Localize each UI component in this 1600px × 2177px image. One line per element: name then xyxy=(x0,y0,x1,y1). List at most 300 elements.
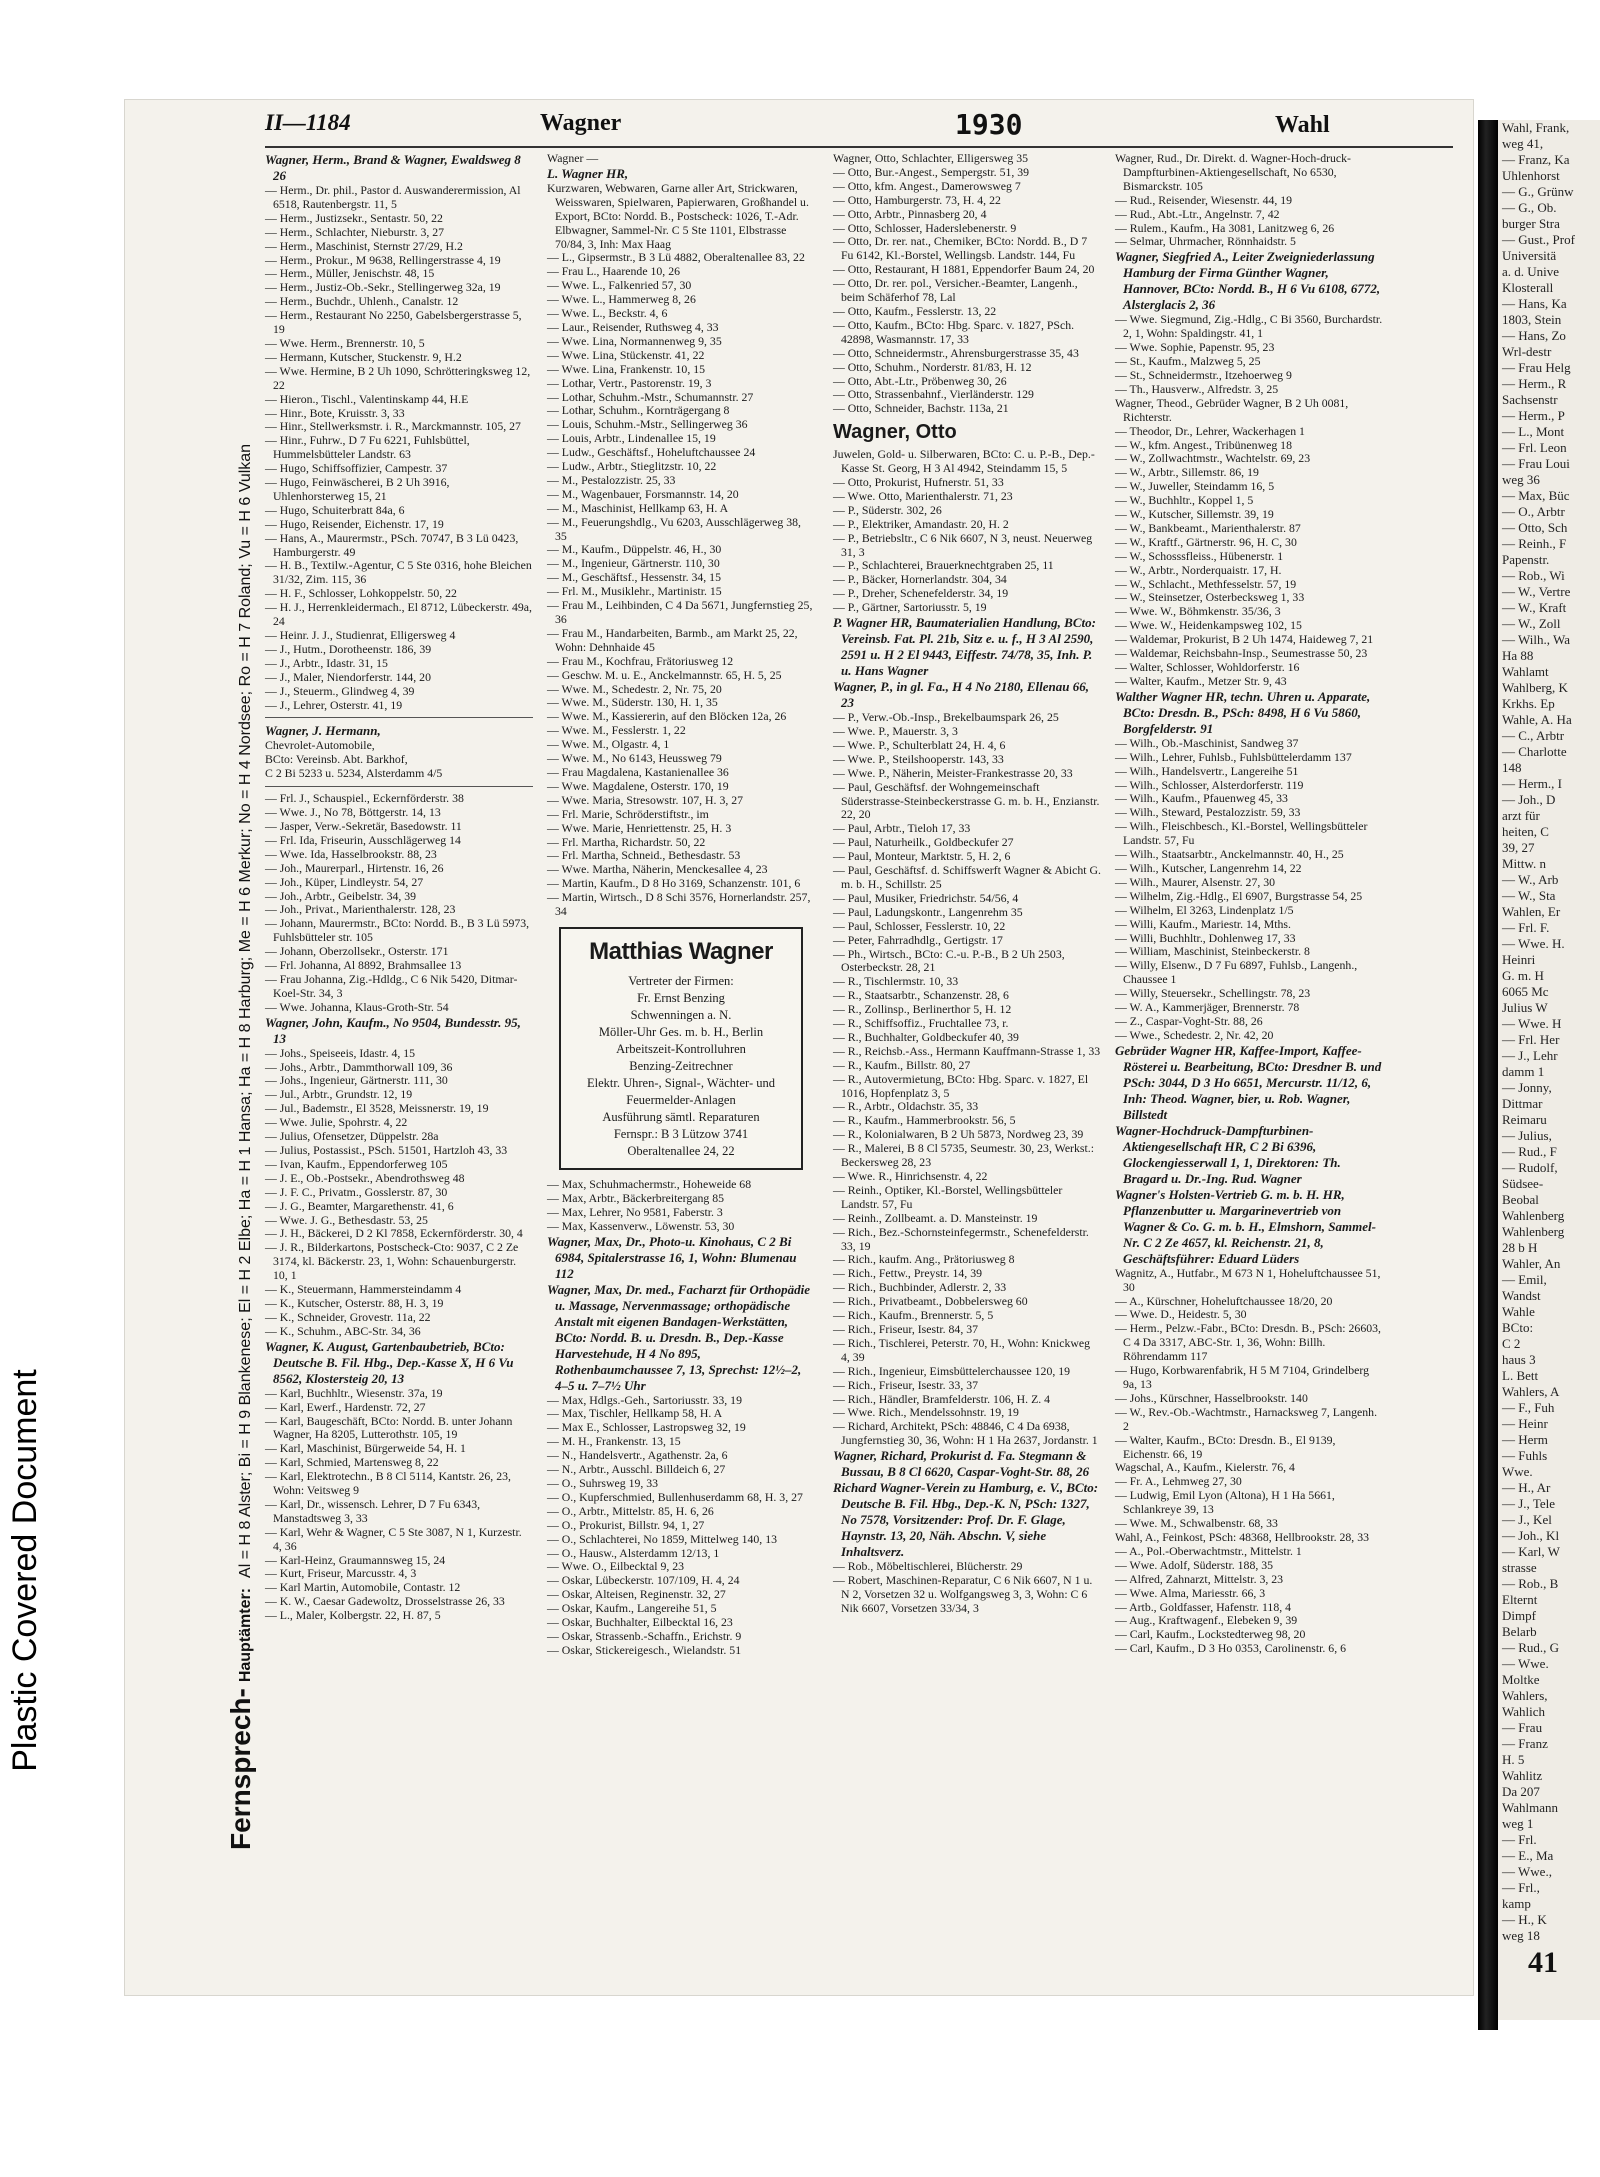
directory-entry: — Wwe. Maria, Stresowstr. 107, H. 3, 27 xyxy=(547,792,744,807)
directory-entry: — Paul, Geschäftsf. d. Schiffswerft Wagner & Abicht G. m. b. H., Schillstr. 25 xyxy=(833,863,1101,891)
directory-entry: — R., Tischlermstr. 10, 33 xyxy=(833,974,959,989)
adjacent-page-line: Wahlich xyxy=(1502,1704,1545,1719)
directory-entry: — Wilhelm, El 3263, Lindenplatz 1/5 xyxy=(1115,902,1294,917)
directory-entry: — Wwe. M., Fesslerstr. 1, 22 xyxy=(547,723,686,738)
directory-entry: — Max, Arbtr., Bäckerbreitergang 85 xyxy=(547,1190,725,1205)
advert-line: Oberaltenallee 24, 22 xyxy=(627,1143,735,1158)
advert-line: Möller-Uhr Ges. m. b. H., Berlin xyxy=(598,1024,764,1039)
directory-entry: — O., Suhrsweg 19, 33 xyxy=(547,1476,659,1490)
directory-entry: Walther Wagner HR, techn. Uhren u. Apparate, BCto: Dresdn. B., PSch: 8498, H 6 Vu 5860, Borgfelderstr. 91 xyxy=(1115,688,1371,736)
directory-entry: — Lothar, Schuhm., Kornträgergang 8 xyxy=(547,403,730,418)
adjacent-page-line: H. 5 xyxy=(1502,1752,1525,1767)
directory-page xyxy=(125,100,1473,1995)
directory-entry: — Paul, Schlosser, Fesslerstr. 10, 22 xyxy=(833,918,1006,933)
column-3 xyxy=(833,152,1101,1616)
directory-entry: — Oskar, Buchhalter, Eilbecktal 16, 23 xyxy=(547,1615,733,1630)
directory-entry: — Rich., kaufm. Ang., Prätoriusweg 8 xyxy=(833,1252,1015,1267)
directory-entry: — Wilh., Steward, Pestalozzistr. 59, 33 xyxy=(1115,805,1301,820)
directory-entry: — W., Schlacht., Methfesselstr. 57, 19 xyxy=(1115,576,1297,591)
adjacent-page-line: — Herm xyxy=(1502,1432,1548,1447)
adjacent-page-line: — W., Vertre xyxy=(1502,584,1571,599)
adjacent-page-line: Julius W xyxy=(1502,1000,1548,1015)
adjacent-page-line: Südsee- xyxy=(1502,1176,1544,1191)
adjacent-page-line: — Hans, Ka xyxy=(1502,296,1567,311)
directory-entry: Wagner, Siegfried A., Leiter Zweigniederlassung Hamburg der Firma Günther Wagner, Hannover, BCto: Nordd. B., H 6 Vu 6108, 6772, Alsterglacis 2, 36 xyxy=(1115,249,1381,313)
directory-entry: — Otto, Prokurist, Hufnerstr. 51, 33 xyxy=(833,475,1004,490)
directory-entry: Kurzwaren, Webwaren, Garne aller Art, Strickwaren, Weisswaren, Spielwaren, Papierwaren, Großhandel u. Export, BCto: Nordd. B., Postscheck: 1026, T.-Adr. Elbwagner, Sammel-Nr. C 5 Ste 1101, Elbstrasse 70/84, 3, Inh: Max Haag xyxy=(547,180,809,251)
directory-entry: — Wwe. D., Heidestr. 5, 30 xyxy=(1115,1307,1247,1322)
adjacent-page-line: Sachsenstr xyxy=(1502,392,1558,407)
directory-entry: — M., Ingenieur, Gärtnerstr. 110, 30 xyxy=(547,556,720,571)
directory-entry: — Otto, Hamburgerstr. 73, H. 4, 22 xyxy=(833,192,1001,207)
directory-entry: — Wwe. O., Eilbecktal 9, 23 xyxy=(547,1559,685,1574)
directory-entry: — Fr. A., Lehmweg 27, 30 xyxy=(1115,1474,1242,1489)
adjacent-page-line: Krkhs. Ep xyxy=(1502,696,1555,711)
adjacent-page-line: Beobal xyxy=(1502,1192,1539,1207)
directory-entry: — Frl. Marie, Schröderstiftstr., im xyxy=(547,806,709,821)
directory-entry: — W., Arbtr., Norderquaistr. 17, H. xyxy=(1115,562,1282,577)
adjacent-page-line: — Karl, W xyxy=(1502,1544,1560,1559)
directory-entry: — Wwe. Rich., Mendelssohnstr. 19, 19 xyxy=(833,1405,1019,1420)
directory-entry: — J. R., Bilderkartons, Postscheck-Cto: 9037, C 2 Ze 3174, kl. Bäckerstr. 23, 1, Wohn: Schauenburgerstr. 10, 1 xyxy=(265,1240,519,1283)
directory-entry: — P., Gärtner, Sartoriusstr. 5, 19 xyxy=(833,600,987,615)
directory-entry: — Jul., Arbtr., Grundstr. 12, 19 xyxy=(265,1087,413,1102)
directory-entry: — Herm., Schlachter, Nieburstr. 3, 27 xyxy=(265,224,445,239)
adjacent-page-line: Wahle xyxy=(1502,1304,1535,1319)
directory-entry: — Herm., Justiz-Ob.-Sekr., Stellingerweg 32a, 19 xyxy=(265,280,501,295)
adjacent-page-line: — J., Lehr xyxy=(1502,1048,1558,1063)
directory-entry: — Oskar, Strassenb.-Schaffn., Erichstr. 9 xyxy=(547,1628,742,1643)
directory-entry: — Hugo, Korbwarenfabrik, H 5 M 7104, Grindelberg 9a, 13 xyxy=(1115,1363,1370,1391)
directory-entry: — J., Arbtr., Idastr. 31, 15 xyxy=(265,655,388,670)
adjacent-page-line: — W., Zoll xyxy=(1502,616,1561,631)
adjacent-page-line: — Otto, Sch xyxy=(1502,520,1568,535)
directory-entry: — Otto, Schneidermstr., Ahrensburgerstrasse 35, 43 xyxy=(833,345,1079,360)
telephone-exchange-band xyxy=(185,400,265,1850)
adjacent-page-line: — Frl. Leon xyxy=(1502,440,1567,455)
directory-entry: — Frl. Martha, Richardstr. 50, 22 xyxy=(547,834,706,849)
adjacent-page-line: — Frau Helg xyxy=(1502,360,1571,375)
directory-entry: — Wwe. Johanna, Klaus-Groth-Str. 54 xyxy=(265,999,449,1014)
directory-entry: — Oskar, Stickereigesch., Wielandstr. 51 xyxy=(547,1642,742,1657)
directory-entry: — Wwe. L., Beckstr. 4, 6 xyxy=(547,306,668,321)
directory-entry: Chevrolet-Automobile, xyxy=(265,738,375,753)
directory-entry: — Rich., Tischlerei, Peterstr. 70, H., Wohn: Knickweg 4, 39 xyxy=(833,1335,1091,1364)
adjacent-page-line: 148 xyxy=(1502,760,1522,775)
adjacent-page-line: — Rob., Wi xyxy=(1502,568,1565,583)
adjacent-page-line: Universitä xyxy=(1502,248,1557,263)
directory-entry: — R., Autovermietung, BCto: Hbg. Sparc. v. 1827, El 1016, Hopfenplatz 3, 5 xyxy=(833,1071,1089,1100)
directory-entry: — Hans, A., Maurermstr., PSch. 70747, B 3 Lü 0423, Hamburgerstr. 49 xyxy=(265,530,519,559)
adjacent-page-line: Wahlen, Er xyxy=(1502,904,1561,919)
directory-entry: Wagner-Hochdruck-Dampfturbinen-Aktiengesellschaft HR, C 2 Bi 6396, Glockengiesserwall 1, 1, Direktoren: Th. Bragard u. Dr.-Ing. Rud. Wagner xyxy=(1115,1122,1341,1186)
adjacent-page-line: — Franz, Ka xyxy=(1502,152,1570,167)
adjacent-page-line: — Hans, Zo xyxy=(1502,328,1566,343)
column-2 xyxy=(547,152,815,1658)
directory-entry: — Paul, Monteur, Marktstr. 5, H. 2, 6 xyxy=(833,849,1011,864)
adjacent-page-line: — G., Grünw xyxy=(1502,184,1574,199)
adjacent-page-line: haus 3 xyxy=(1502,1352,1536,1367)
directory-entry: — Richard, Architekt, PSch: 48846, C 4 Da 6938, Jungfernstieg 30, 36, Wohn: H 1 Ha 2637, Jordanstr. 1 xyxy=(833,1419,1098,1448)
directory-entry: — Hugo, Schuiterbratt 84a, 6 xyxy=(265,502,405,517)
directory-entry: — Rich., Händler, Bramfelderstr. 106, H. Z. 4 xyxy=(833,1391,1051,1406)
adjacent-page-line: — Wwe. H xyxy=(1502,1016,1562,1031)
directory-entry: — Karl, Schmied, Martensweg 8, 22 xyxy=(265,1455,439,1470)
directory-entry: — J., Hutm., Dorotheenstr. 186, 39 xyxy=(265,641,432,656)
directory-entry: Wagner, Theod., Gebrüder Wagner, B 2 Uh 0081, Richterstr. xyxy=(1115,395,1349,424)
directory-entry: — Wwe. W., Böhmkenstr. 35/36, 3 xyxy=(1115,604,1281,619)
adjacent-page-line: 28 b H xyxy=(1502,1240,1538,1255)
fernsprech-title: Fernsprech- xyxy=(225,1688,256,1850)
directory-entry: — Karl, Baugeschäft, BCto: Nordd. B. unter Johann Wagner, Ha 8205, Lutterothstr. 105, 19 xyxy=(265,1413,513,1442)
directory-entry: — Joh., Küper, Lindleystr. 54, 27 xyxy=(265,874,424,889)
adjacent-page-lines xyxy=(1498,120,1600,1944)
directory-entry: — Hinr., Bote, Kruisstr. 3, 33 xyxy=(265,405,405,420)
directory-entry: — O., Prokurist, Billstr. 94, 1, 27 xyxy=(547,1517,705,1532)
directory-entry: — Rich., Buchbinder, Adlerstr. 2, 33 xyxy=(833,1280,1007,1295)
directory-entry: — Frl. M., Musiklehr., Martinistr. 15 xyxy=(547,584,722,599)
directory-entry: — Rud., Abt.-Ltr., Angelnstr. 7, 42 xyxy=(1115,206,1280,221)
directory-entry: — R., Malerei, B 8 Cl 5735, Seumestr. 30, 23, Werkst.: Beckersweg 28, 23 xyxy=(833,1141,1094,1170)
directory-entry: — Wwe. Alma, Mariesstr. 66, 3 xyxy=(1115,1585,1266,1600)
adjacent-page-line: — C., Arbtr xyxy=(1502,728,1565,743)
adjacent-page-line: damm 1 xyxy=(1502,1064,1545,1079)
running-head xyxy=(265,106,1453,148)
directory-entry: — Wwe. P., Schulterblatt 24, H. 4, 6 xyxy=(833,737,1006,752)
adjacent-page-line: — Wwe. xyxy=(1502,1656,1549,1671)
directory-entry: — Selmar, Uhrmacher, Rönnhaidstr. 5 xyxy=(1115,234,1296,249)
directory-entry: — M., Maschinist, Hellkamp 63, H. A xyxy=(547,500,729,515)
directory-entry: — Otto, Restaurant, H 1881, Eppendorfer Baum 24, 20 xyxy=(833,262,1095,277)
directory-entry: — W., Zollwachtmstr., Wachtelstr. 69, 23 xyxy=(1115,451,1311,466)
directory-entry: — J., Steuerm., Glindweg 4, 39 xyxy=(265,683,415,698)
adjacent-page-line: Uhlenhorst xyxy=(1502,168,1560,183)
adjacent-page-line: — W., Kraft xyxy=(1502,600,1567,615)
adjacent-page-line: — G., Ob. xyxy=(1502,200,1557,215)
directory-entry: — Martin, Kaufm., D 8 Ho 3169, Schanzenstr. 101, 6 xyxy=(547,876,801,891)
directory-entry: — Frl. Johanna, Al 8892, Brahmsallee 13 xyxy=(265,958,462,973)
adjacent-page-line: kamp xyxy=(1502,1896,1531,1911)
directory-entry: — Rich., Kaufm., Brennerstr. 5, 5 xyxy=(833,1308,994,1323)
directory-entry: — Wwe. M., Kassiererin, auf den Blöcken 12a, 26 xyxy=(547,709,787,724)
adjacent-page-line: 6065 Mc xyxy=(1502,984,1549,999)
adjacent-page-line: — Frau xyxy=(1502,1720,1543,1735)
directory-entry: — Wilh., Staatsarbtr., Anckelmannstr. 40, H., 25 xyxy=(1115,847,1344,862)
directory-entry: — Karl, Wehr & Wagner, C 5 Ste 3087, N 1, Kurzestr. 4, 36 xyxy=(265,1524,522,1553)
directory-entry: — O., Kupferschmied, Bullenhuserdamm 68, H. 3, 27 xyxy=(547,1489,803,1504)
directory-entry: — Wwe. R., Hinrichsenstr. 4, 22 xyxy=(833,1169,988,1183)
directory-entry: — Rich., Friseur, Isestr. 33, 37 xyxy=(833,1377,979,1392)
directory-entry: — Frl. Martha, Schneid., Bethesdastr. 53 xyxy=(547,848,741,863)
directory-entry: — Carl, Kaufm., D 3 Ho 0353, Carolinenstr. 6, 6 xyxy=(1115,1641,1346,1656)
advert-line: Ausführung sämtl. Reparaturen xyxy=(602,1109,760,1124)
directory-entry: Wagner, P., in gl. Fa., H 4 No 2180, Ellenau 66, 23 xyxy=(833,679,1089,711)
adjacent-page-line: — Frau Loui xyxy=(1502,456,1570,471)
directory-entry: — Frau Magdalena, Kastanienallee 36 xyxy=(547,764,729,779)
adjacent-page-line: — H., K xyxy=(1502,1912,1547,1927)
directory-entry: — Wwe. Martha, Näherin, Menckesallee 4, 23 xyxy=(547,862,768,877)
directory-entry: — Herm., Restaurant No 2250, Gabelsbergerstrasse 5, 19 xyxy=(265,308,522,337)
column-rule xyxy=(265,717,533,718)
adjacent-page-line: Dittmar xyxy=(1502,1096,1543,1111)
directory-entry: — Wwe. Marie, Henriettenstr. 25, H. 3 xyxy=(547,820,732,835)
directory-entry: — P., Bäcker, Hornerlandstr. 304, 34 xyxy=(833,572,1007,587)
directory-entry: Wagner, Herm., Brand & Wagner, Ewaldsweg 8 26 xyxy=(265,152,521,183)
directory-entry: Juwelen, Gold- u. Silberwaren, BCto: C. u. P.-B., Dep.-Kasse St. Georg, H 3 Al 4942, Steindamm 15, 5 xyxy=(833,447,1095,476)
adjacent-page-line: Wahle, A. Ha xyxy=(1502,712,1572,727)
adjacent-page-line: heiten, C xyxy=(1502,824,1549,839)
directory-entry: — Hinr., Stellwerksmstr. i. R., Marckmannstr. 105, 27 xyxy=(265,419,521,434)
directory-entry: — W., Steinsetzer, Osterbecksweg 1, 33 xyxy=(1115,590,1305,605)
directory-entry: — Robert, Maschinen-Reparatur, C 6 Nik 6607, N 1 u. N 2, Vorsetzen 32 u. Wolfgangsweg 3, 3, Wohn: C 6 Nik 6607, Vorsetzen 33/34, 3 xyxy=(833,1573,1093,1615)
adjacent-page-line: — Jonny, xyxy=(1502,1080,1552,1095)
adjacent-page-line: 39, 27 xyxy=(1502,840,1535,855)
directory-entry: — Johs., Kürschner, Hasselbrookstr. 140 xyxy=(1115,1390,1308,1405)
directory-entry: — Hugo, Feinwäscherei, B 2 Uh 3916, Uhlenhorsterweg 15, 21 xyxy=(265,475,450,503)
directory-entry: — Willi, Buchhltr., Dohlenweg 17, 33 xyxy=(1115,930,1296,945)
directory-entry: Wagner, J. Hermann, xyxy=(265,723,381,739)
directory-entry: — Wilhelm, Zig.-Hdlg., El 6907, Burgstrasse 54, 25 xyxy=(1115,888,1363,903)
directory-entry: — Wilh., Handelsvertr., Langereihe 51 xyxy=(1115,763,1299,778)
directory-entry: — Oskar, Kaufm., Langereihe 51, 5 xyxy=(547,1601,717,1616)
directory-entry: — Oskar, Lübeckerstr. 107/109, H. 4, 24 xyxy=(547,1573,740,1588)
directory-entry: — Karl, Buchhltr., Wiesenstr. 37a, 19 xyxy=(265,1385,443,1400)
directory-entry: — M. H., Frankenstr. 13, 15 xyxy=(547,1434,681,1449)
directory-entry: — Frau M., Leihbinden, C 4 Da 5671, Jungfernstieg 25, 36 xyxy=(547,598,813,626)
directory-entry: — H. J., Herrenkleidermach., El 8712, Lübeckerstr. 49a, 24 xyxy=(265,600,532,629)
directory-entry: — W., Schosssfleiss., Hübenerstr. 1 xyxy=(1115,548,1284,563)
directory-entry: — Wilh., Maurer, Alsenstr. 27, 30 xyxy=(1115,874,1276,889)
adjacent-page-line: Wahlers, A xyxy=(1502,1384,1560,1399)
directory-entry: — M., Kaufm., Düppelstr. 46, H., 30 xyxy=(547,542,722,557)
directory-entry: — Rich., Privatbeamt., Dobbelersweg 60 xyxy=(833,1294,1028,1309)
directory-entry: — Kurt, Friseur, Marcusstr. 4, 3 xyxy=(265,1566,417,1581)
directory-entry: — J. H., Bäckerei, D 2 Kl 7858, Eckernförderstr. 30, 4 xyxy=(265,1226,523,1241)
directory-entry: — Wwe. Magdalene, Osterstr. 170, 19 xyxy=(547,778,729,793)
adjacent-page-line: — Gust., Prof xyxy=(1502,232,1575,247)
directory-entry: Wagner's Holsten-Vertrieb G. m. b. H. HR, Pflanzenbutter u. Margarinevertrieb von Wagner & Co. G. m. b. H., Elmshorn, Sammel-Nr. C 2 Ze 4657, kl. Reichenstr. 21, 8, Geschäftsführer: Eduard Lüders xyxy=(1115,1186,1376,1266)
adjacent-page-line: — Reinh., F xyxy=(1502,536,1567,551)
directory-entry: — K., Kutscher, Osterstr. 88, H. 3, 19 xyxy=(265,1295,444,1310)
directory-entry: — Max, Kassenverw., Löwenstr. 53, 30 xyxy=(547,1218,735,1233)
directory-entry: — J. E., Ob.-Postsekr., Abendrothsweg 48 xyxy=(265,1170,465,1185)
directory-entry: — Otto, Abt.-Ltr., Pröbenweg 30, 26 xyxy=(833,373,1007,388)
adjacent-page-line: Wandst xyxy=(1502,1288,1541,1303)
directory-entry: — Peter, Fahrradhdlg., Gertigstr. 17 xyxy=(833,932,1003,947)
directory-entry: — N., Handelsvertr., Agathenstr. 2a, 6 xyxy=(547,1448,728,1463)
advert-line: Fr. Ernst Benzing xyxy=(637,990,725,1005)
directory-entry: — Wwe. M., Olgastr. 4, 1 xyxy=(547,737,670,752)
directory-entry: — P., Verw.-Ob.-Insp., Brekelbaumspark 26, 25 xyxy=(833,710,1059,725)
directory-entry: — R., Arbtr., Oldachstr. 35, 33 xyxy=(833,1099,979,1114)
directory-entry: — Alfred, Zahnarzt, Mittelstr. 3, 23 xyxy=(1115,1571,1284,1586)
directory-entry: — L., Gipsermstr., B 3 Lü 4882, Oberaltenallee 83, 22 xyxy=(547,250,805,265)
directory-entry: — Rich., Ingenieur, Eimsbüttelerchaussee 120, 19 xyxy=(833,1363,1071,1378)
directory-entry: — Max, Hdlgs.-Geh., Sartoriusstr. 33, 19 xyxy=(547,1392,742,1407)
directory-entry: Wagner, Richard, Prokurist d. Fa. Stegmann & Bussau, B 8 Cl 6620, Caspar-Voght-Str. 88, 26 xyxy=(833,1448,1090,1480)
adjacent-page-line: C 2 xyxy=(1502,1336,1521,1351)
directory-entry: — O., Schlachterei, No 1859, Mittelweg 140, 13 xyxy=(547,1531,777,1546)
directory-entry: — Th., Hausverw., Alfredstr. 3, 25 xyxy=(1115,381,1279,396)
adjacent-page-line: — L., Mont xyxy=(1502,424,1565,439)
directory-entry: — Rich., Bez.-Schornsteinfegermstr., Schenefelderstr. 33, 19 xyxy=(833,1224,1089,1253)
directory-entry: — Wwe. J., No 78, Böttgerstr. 14, 13 xyxy=(265,805,441,820)
directory-entry: — Max, Schuhmachermstr., Hoheweide 68 xyxy=(547,1176,752,1191)
directory-entry: — O., Arbtr., Mittelstr. 85, H. 6, 26 xyxy=(547,1503,714,1518)
adjacent-page-line: — Herm., I xyxy=(1502,776,1562,791)
directory-entry: Richard Wagner-Verein zu Hamburg, e. V., BCto: Deutsche B. Fil. Hbg., Dep.-K. N, PSch: 1327, No 7578, Vorsitzender: Prof. Dr. F. Glage, Haynstr. 13, 20, Näh. Abschn. V, siehe Inhaltsverz. xyxy=(833,1480,1099,1560)
adjacent-page-line: — Herm., R xyxy=(1502,376,1567,391)
directory-entry: — K. W., Caesar Gadewoltz, Drosselstrasse 26, 33 xyxy=(265,1594,505,1609)
adjacent-page-line: — Heinr xyxy=(1502,1416,1548,1431)
directory-entry: — St., Kaufm., Malzweg 5, 25 xyxy=(1115,354,1261,369)
directory-entry: — Herm., Buchdr., Uhlenh., Canalstr. 12 xyxy=(265,294,459,309)
directory-entry: — Otto, Dr. rer. nat., Chemiker, BCto: Nordd. B., D 7 Fu 6142, Kl.-Borstel, Wellingsb. Landstr. 144, Fu xyxy=(833,234,1088,263)
advert-line: Arbeitszeit-Kontrolluhren xyxy=(616,1041,746,1056)
directory-entry: — Wilh., Ob.-Maschinist, Sandweg 37 xyxy=(1115,735,1299,750)
directory-entry: — Herm., Müller, Jenischstr. 48, 15 xyxy=(265,266,435,281)
directory-entry: — R., Kaufm., Billstr. 80, 27 xyxy=(833,1057,971,1072)
directory-entry: C 2 Bi 5233 u. 5234, Alsterdamm 4/5 xyxy=(265,766,443,781)
adjacent-page-line: Reimaru xyxy=(1502,1112,1547,1127)
adjacent-page-line: Wahlenberg xyxy=(1502,1208,1565,1223)
directory-entry: — R., Kaufm., Hammerbrookstr. 56, 5 xyxy=(833,1113,1016,1128)
directory-entry: — K., Schneider, Grovestr. 11a, 22 xyxy=(265,1309,431,1324)
directory-entry: Wagner, John, Kaufm., No 9504, Bundesstr. 95, 13 xyxy=(265,1014,521,1046)
directory-entry: — Herm., Prokur., M 9638, Rellingerstrasse 4, 19 xyxy=(265,252,501,267)
directory-entry: — Paul, Naturheilk., Goldbeckufer 27 xyxy=(833,835,1014,850)
adjacent-page-line: — Frl., xyxy=(1502,1880,1540,1895)
directory-entry: — Ludw., Geschäftsf., Hoheluftchaussee 24 xyxy=(547,445,756,460)
directory-entry: — Wwe. Otto, Marienthalerstr. 71, 23 xyxy=(833,488,1013,503)
directory-entry: — Oskar, Alteisen, Reginenstr. 32, 27 xyxy=(547,1587,726,1602)
directory-entry: — W., Kraftf., Gärtnerstr. 96, H. C, 30 xyxy=(1115,534,1297,549)
adjacent-page-line: Belarb xyxy=(1502,1624,1537,1639)
directory-entry: — Wwe. P., Näherin, Meister-Frankestrasse 20, 33 xyxy=(833,765,1073,780)
adjacent-page-line: weg 41, xyxy=(1502,136,1544,151)
adjacent-page-line: Elternt xyxy=(1502,1592,1538,1607)
directory-entry: — Wwe. M., Süderstr. 130, H. 1, 35 xyxy=(547,695,718,710)
directory-entry: — Frau M., Handarbeiten, Barmb., am Markt 25, 22, Wohn: Dehnhaide 45 xyxy=(547,625,798,654)
directory-entry: — Hinr., Fuhrw., D 7 Fu 6221, Fuhlsbüttel, Hummelsbütteler Landstr. 63 xyxy=(265,433,470,462)
directory-entry: — Otto, Strassenbahnf., Vierländerstr. 129 xyxy=(833,387,1034,402)
directory-entry: — Hugo, Schiffsoffizier, Campestr. 37 xyxy=(265,461,448,476)
directory-entry: — Reinh., Optiker, Kl.-Borstel, Wellingsbütteler Landstr. 57, Fu xyxy=(833,1182,1063,1211)
directory-entry: — Johann, Maurermstr., BCto: Nordd. B., B 3 Lü 5973, Fuhlsbütteler str. 105 xyxy=(265,916,530,945)
directory-entry: — Paul, Musiker, Friedrichstr. 54/56, 4 xyxy=(833,890,1019,905)
directory-entry: Wagner, K. August, Gartenbaubetrieb, BCto: Deutsche B. Fil. Hbg., Dep.-Kasse X, H 6 Vu 8562, Klostersteig 20, 13 xyxy=(265,1338,514,1386)
exchange-abbreviations: Al = H 8 Alster; Bi = H 9 Blankenese; El = H 2 Elbe; Ha = H 1 Hansa; Ha = H 8 Harburg; Me = H 6 Merkur; No = H 4 Nordsee; Ro = H 7 Roland; Vu = H 6 Vulkan xyxy=(237,443,254,1578)
directory-entry: — Wwe. M., Schwalbenstr. 68, 33 xyxy=(1115,1516,1278,1531)
directory-entry: — Willy, Elsenw., D 7 Fu 6897, Fuhlsb., Langenh., Chaussee 1 xyxy=(1115,958,1358,987)
directory-entry: — R., Schiffsoffiz., Fruchtallee 73, r. xyxy=(833,1016,1009,1031)
adjacent-page-sliver xyxy=(1498,120,1600,2020)
directory-entry: — Max E., Schlosser, Lastropsweg 32, 19 xyxy=(547,1420,746,1435)
directory-entry: — H. F., Schlosser, Lohkoppelstr. 50, 22 xyxy=(265,586,457,601)
directory-entry: — Hermann, Kutscher, Stuckenstr. 9, H.2 xyxy=(265,349,462,364)
advert-line: Fernspr.: B 3 Lützow 3741 xyxy=(613,1126,749,1141)
directory-entry: Wagner — xyxy=(547,151,599,165)
directory-entry: — Otto, Bur.-Angest., Sempergstr. 51, 39 xyxy=(833,164,1030,179)
directory-entry: — J. F. C., Privatm., Gosslerstr. 87, 30 xyxy=(265,1184,448,1199)
directory-entry: — Waldemar, Reichsbahn-Insp., Seumestrasse 50, 23 xyxy=(1115,646,1368,661)
directory-entry: Wagner, Otto, Schlachter, Elligersweg 35 xyxy=(833,151,1028,165)
directory-entry: — Otto, Kaufm., Fesslerstr. 13, 22 xyxy=(833,303,997,318)
directory-entry: — Z., Caspar-Voght-Str. 88, 26 xyxy=(1115,1013,1263,1028)
directory-entry: Gebrüder Wagner HR, Kaffee-Import, Kaffee-Rösterei u. Bearbeitung, BCto: Dresdner B. und PSch: 3044, D 3 Ho 6651, Mercurstr. 11/12, 6, Inh: Theod. Wagner, bier, u. Rob. Wagner, Billstedt xyxy=(1115,1042,1382,1122)
directory-entry: — Jasper, Verw.-Sekretär, Basedowstr. 11 xyxy=(265,818,462,833)
adjacent-page-line: weg 36 xyxy=(1502,472,1540,487)
adjacent-page-line: Wwe. xyxy=(1502,1464,1533,1479)
adjacent-page-line: Da 207 xyxy=(1502,1784,1540,1799)
directory-entry: P. Wagner HR, Baumaterialien Handlung, BCto: Vereinsb. Fat. Pl. 21b, Sitz e. u. f., H 3 Al 2590, 2591 u. H 2 El 9443, Eiffestr. 74/78, 35, Inh. P. u. Hans Wagner xyxy=(833,615,1096,679)
directory-entry: — Wwe. J. G., Bethesdastr. 53, 25 xyxy=(265,1212,428,1227)
directory-entry: — P., Elektriker, Amandastr. 20, H. 2 xyxy=(833,516,1009,531)
adjacent-page-line: — Max, Büc xyxy=(1502,488,1570,503)
directory-entry: — M., Geschäftsf., Hessenstr. 34, 15 xyxy=(547,570,721,585)
adjacent-page-line: — Fuhls xyxy=(1502,1448,1548,1463)
directory-entry: — Laur., Reisender, Ruthsweg 4, 33 xyxy=(547,319,719,334)
directory-entry: — Wilh., Fleischbesch., Kl.-Borstel, Wellingsbütteler Landstr. 57, Fu xyxy=(1115,819,1368,848)
directory-entry: — Wilh., Lehrer, Fuhlsb., Fuhlsbüttelerdamm 137 xyxy=(1115,749,1352,764)
directory-entry: — Louis, Arbtr., Lindenallee 15, 19 xyxy=(547,431,716,446)
adjacent-page-line: Mittw. n xyxy=(1502,856,1546,871)
adjacent-page-line: — Wwe., xyxy=(1502,1864,1552,1879)
advert-line: Benzing-Zeitrechner xyxy=(629,1058,733,1073)
directory-entry: — St., Schneidermstr., Itzehoerweg 9 xyxy=(1115,367,1292,382)
directory-entry: — Wwe. Sophie, Papenstr. 95, 23 xyxy=(1115,340,1275,355)
directory-entry: — Johs., Ingenieur, Gärtnerstr. 111, 30 xyxy=(265,1073,448,1088)
adjacent-page-line: — W., Sta xyxy=(1502,888,1556,903)
adjacent-page-line: a. d. Unive xyxy=(1502,264,1560,279)
adjacent-page-line: — F., Fuh xyxy=(1502,1400,1555,1415)
directory-entry: — Wwe. M., No 6143, Heussweg 79 xyxy=(547,751,722,766)
directory-entry: — Wilh., Kaufm., Pfauenweg 45, 33 xyxy=(1115,791,1288,806)
directory-entry: — Otto, Dr. rer. pol., Versicher.-Beamter, Langenh., beim Schäferhof 78, Lal xyxy=(833,276,1078,305)
directory-entry: — Walter, Kaufm., BCto: Dresdn. B., El 9139, Eichenstr. 66, 19 xyxy=(1115,1432,1336,1461)
directory-entry: — Wwe. M., Schedestr. 2, Nr. 75, 20 xyxy=(547,681,722,696)
adjacent-page-line: — Rud., F xyxy=(1502,1144,1557,1159)
head-from-word: Wagner xyxy=(540,110,622,136)
directory-entry: — Hugo, Reisender, Eichenstr. 17, 19 xyxy=(265,516,444,531)
directory-entry: — Wilh., Kutscher, Langenrehm 14, 22 xyxy=(1115,860,1302,875)
directory-entry: — R., Zollinsp., Berlinerthor 5, H. 12 xyxy=(833,1002,1012,1017)
adjacent-page-line: Wahlamt xyxy=(1502,664,1549,679)
advert-title: Matthias Wagner xyxy=(589,937,773,965)
directory-entry: — Frau L., Haarende 10, 26 xyxy=(547,264,681,279)
directory-entry: — Joh., Arbtr., Geibelstr. 34, 39 xyxy=(265,888,417,903)
directory-entry: — W., Kutscher, Sillemstr. 39, 19 xyxy=(1115,507,1274,522)
adjacent-page-line: Wahlmann xyxy=(1502,1800,1558,1815)
adjacent-page-line: Dimpf xyxy=(1502,1608,1536,1623)
adjacent-page-line: — J., Tele xyxy=(1502,1496,1556,1511)
directory-entry: — Willy, Steuersekr., Schellingstr. 78, 23 xyxy=(1115,986,1311,1001)
directory-entry: — Hieron., Tischl., Valentinskamp 44, H.E xyxy=(265,391,469,406)
directory-entry: — Ivan, Kaufm., Eppendorferweg 105 xyxy=(265,1156,448,1171)
directory-entry: — P., Schlachterei, Brauerknechtgraben 25, 11 xyxy=(833,558,1054,573)
directory-entry: — P., Süderstr. 302, 26 xyxy=(833,502,942,517)
directory-entry: — W., Bankbeamt., Marienthalerstr. 87 xyxy=(1115,520,1301,535)
column-rule xyxy=(265,786,533,787)
adjacent-page-line: — O., Arbtr xyxy=(1502,504,1565,519)
directory-entry: Wahl, A., Feinkost, PSch: 48368, Hellbrookstr. 28, 33 xyxy=(1115,1529,1369,1544)
directory-entry: — J., Maler, Niendorferstr. 144, 20 xyxy=(265,669,431,684)
directory-entry: — Reinh., Zollbeamt. a. D. Mansteinstr. 19 xyxy=(833,1210,1038,1225)
directory-entry: — Herm., Maschinist, Sternstr 27/29, H.2 xyxy=(265,238,463,253)
directory-entry: — Frl. J., Schauspiel., Eckernförderstr. 38 xyxy=(265,791,464,806)
directory-entry: — Wwe. P., Mauerstr. 3, 3 xyxy=(833,724,958,738)
directory-entry: — Otto, Kaufm., BCto: Hbg. Sparc. v. 1827, PSch. 42898, Wasmannstr. 17, 33 xyxy=(833,317,1075,346)
